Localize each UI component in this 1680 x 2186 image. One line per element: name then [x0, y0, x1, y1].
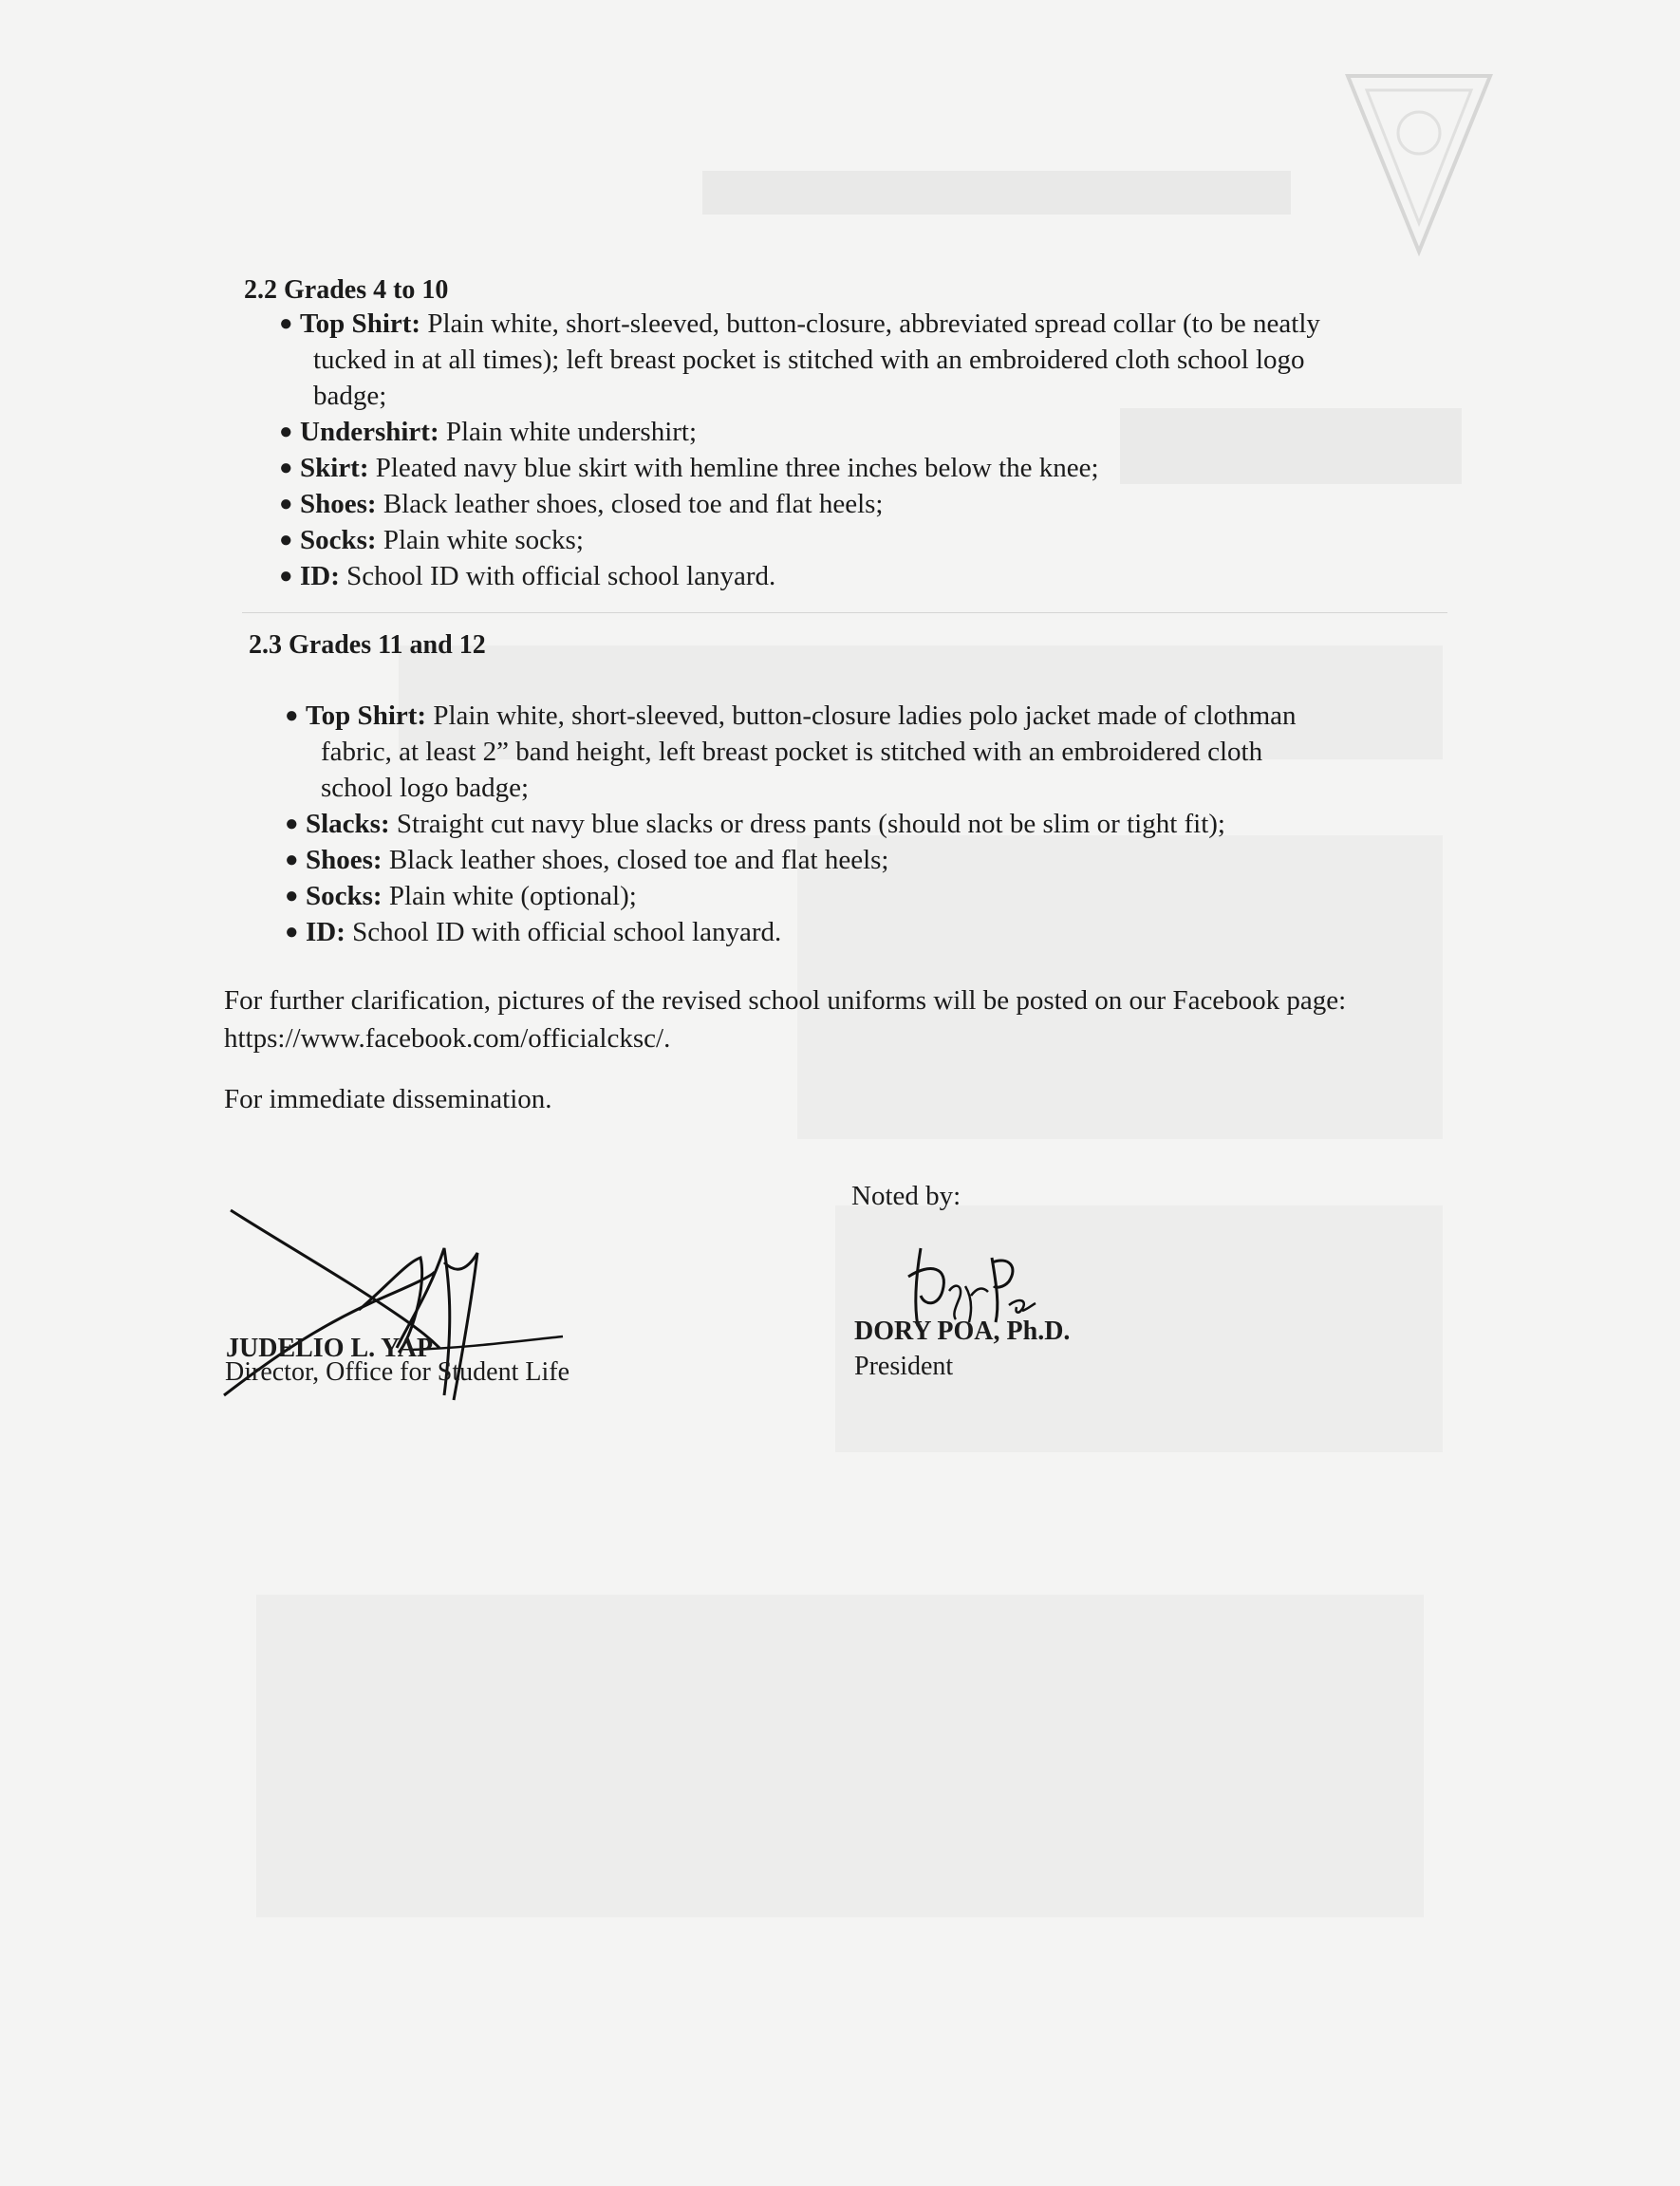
bullet-icon: ● — [279, 456, 293, 480]
bullet-icon: ● — [279, 564, 293, 589]
dissemination-note: For immediate dissemination. — [224, 1084, 552, 1114]
clarification-text: For further clarification, pictures of the revised school uniforms will be posted on our Facebook page: — [224, 985, 1347, 1016]
item-text: Straight cut navy blue slacks or dress pants (should not be slim or tight fit); — [396, 809, 1225, 839]
uniform-list-2-3 — [285, 698, 1430, 950]
facebook-link[interactable]: https://www.facebook.com/officialcksc/. — [224, 1023, 671, 1054]
item-text: Plain white (optional); — [388, 881, 637, 911]
item-text: Plain white, short-sleeved, button-closure, abbreviated spread collar (to be neatly — [427, 308, 1320, 339]
signatory-right-name: DORY POA, Ph.D. — [854, 1317, 1071, 1346]
item-text-continued: badge; — [313, 381, 387, 411]
clarification-paragraph — [224, 981, 1458, 1057]
bleedthrough-shade — [256, 1595, 1424, 1917]
item-term: Shoes: — [300, 489, 377, 519]
list-item — [279, 558, 1439, 594]
signatory-right-title: President — [854, 1352, 954, 1381]
item-text: Plain white undershirt; — [445, 417, 698, 447]
item-text: School ID with official school lanyard. — [346, 561, 776, 591]
item-text: Pleated navy blue skirt with hemline three inches below the knee; — [375, 453, 1099, 483]
divider-line — [242, 612, 1447, 613]
item-term: Socks: — [306, 881, 383, 911]
item-term: Socks: — [300, 525, 377, 555]
list-item — [279, 450, 1439, 486]
bullet-icon: ● — [279, 420, 293, 444]
item-text: Plain white socks; — [383, 525, 584, 555]
noted-by-label: Noted by: — [851, 1181, 961, 1211]
list-item — [285, 914, 1430, 950]
bullet-icon: ● — [279, 528, 293, 552]
item-term: Undershirt: — [300, 417, 439, 447]
signatory-left-title: Director, Office for Student Life — [225, 1357, 570, 1387]
item-text: Black leather shoes, closed toe and flat heels; — [383, 489, 884, 519]
item-text: School ID with official school lanyard. — [352, 917, 782, 947]
item-term: Shoes: — [306, 845, 383, 875]
bullet-icon: ● — [285, 812, 299, 836]
bullet-icon: ● — [279, 492, 293, 516]
list-item — [285, 842, 1430, 878]
section-heading-2-3: 2.3 Grades 11 and 12 — [249, 630, 486, 660]
item-term: Skirt: — [300, 453, 369, 483]
list-item — [279, 306, 1439, 414]
bullet-icon: ● — [285, 920, 299, 944]
crest-bleedthrough-icon — [1343, 66, 1495, 256]
bullet-icon: ● — [285, 703, 299, 728]
list-item — [279, 414, 1439, 450]
item-term: Slacks: — [306, 809, 390, 839]
list-item — [285, 878, 1430, 914]
list-item — [285, 806, 1430, 842]
item-text-continued: fabric, at least 2” band height, left breast pocket is stitched with an embroidered cloth — [321, 737, 1263, 767]
list-item — [279, 486, 1439, 522]
item-term: Top Shirt: — [300, 308, 421, 339]
item-term: Top Shirt: — [306, 701, 427, 731]
uniform-list-2-2 — [279, 306, 1439, 594]
item-text-continued: school logo badge; — [321, 773, 530, 803]
item-text: Plain white, short-sleeved, button-closure ladies polo jacket made of clothman — [433, 701, 1297, 731]
item-term: ID: — [306, 917, 345, 947]
item-term: ID: — [300, 561, 340, 591]
item-text-continued: tucked in at all times); left breast pocket is stitched with an embroidered cloth school logo — [313, 345, 1305, 375]
signatory-left-name: JUDELIO L. YAP — [226, 1334, 434, 1363]
bullet-icon: ● — [279, 311, 293, 336]
list-item — [279, 522, 1439, 558]
item-text: Black leather shoes, closed toe and flat heels; — [388, 845, 889, 875]
bullet-icon: ● — [285, 848, 299, 872]
bullet-icon: ● — [285, 884, 299, 908]
section-heading-2-2: 2.2 Grades 4 to 10 — [244, 275, 449, 305]
bleedthrough-shade — [702, 171, 1291, 215]
list-item — [285, 698, 1430, 806]
